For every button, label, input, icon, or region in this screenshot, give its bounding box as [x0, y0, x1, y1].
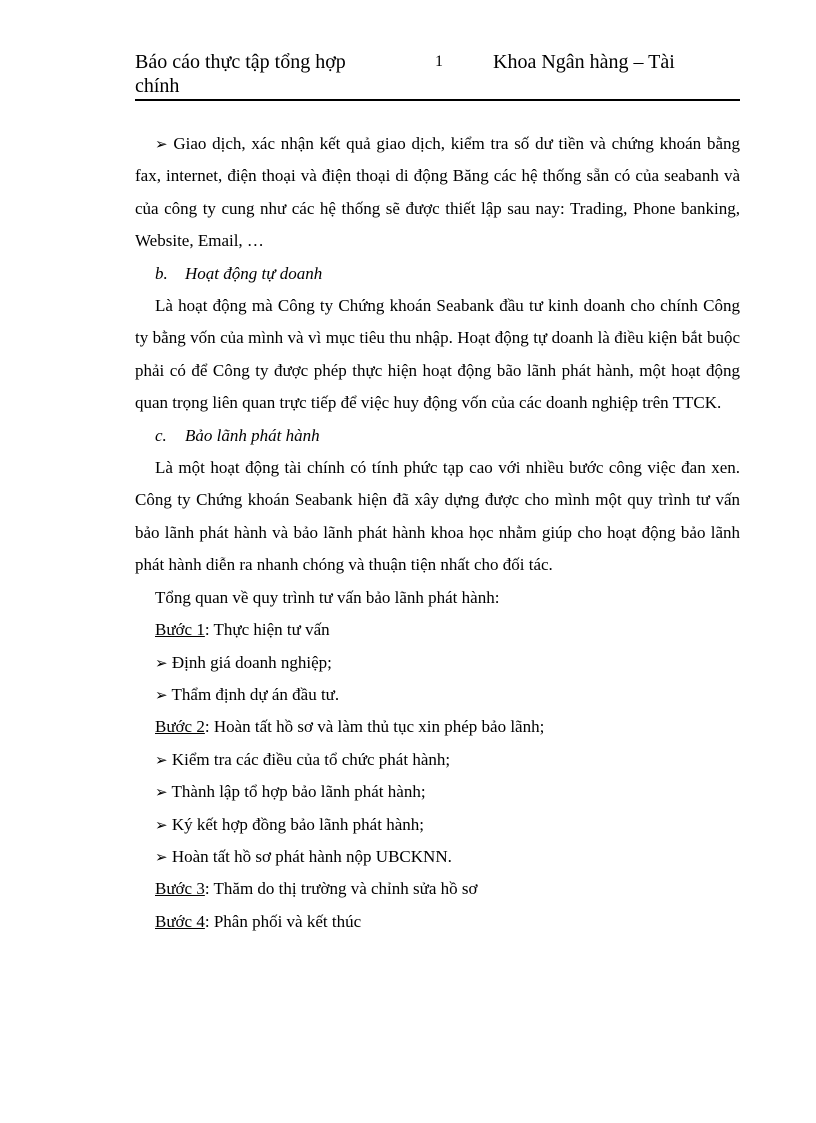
step-label: Bước 2	[155, 717, 205, 737]
heading-self-trading	[135, 258, 740, 290]
step-4	[135, 906, 740, 938]
list-item-text: Thành lập tổ hợp bảo lãnh phát hành;	[171, 782, 426, 802]
page-header	[135, 50, 740, 100]
header-rule	[135, 99, 740, 101]
heading-label: b.	[155, 263, 168, 283]
step-1	[135, 614, 740, 646]
header-report-title: Báo cáo thực tập tổng hợp chính	[135, 51, 346, 97]
heading-text: Bảo lãnh phát hành	[185, 425, 320, 445]
list-item	[135, 679, 740, 711]
list-item	[135, 647, 740, 679]
paragraph-process-overview: Tổng quan về quy trình tư vấn bảo lãnh phát hành:	[155, 587, 500, 607]
heading-underwriting	[135, 420, 740, 452]
step-text: : Thăm do thị trường và chỉnh sửa hồ sơ	[204, 879, 478, 899]
page-number: 1	[435, 53, 443, 70]
paragraph-self-trading: Là hoạt động mà Công ty Chứng khoán Seabank đầu tư kinh doanh cho chính Công ty bằng vốn của mình và vì mục tiêu thu nhập. Hoạt động tự doanh là điều kiện bắt buộc phải có để Công ty được phép thực hiện hoạt động bão lãnh phát hành, một hoạt động quan trọng liên quan trực tiếp để việc huy động vốn của các doanh nghiệp trên TTCK.	[135, 296, 740, 413]
step-2	[135, 711, 740, 743]
paragraph-underwriting: Là một hoạt động tài chính có tính phức tạp cao với nhiều bước công việc đan xen. Công ty Chứng khoán Seabank hiện đã xây dựng được cho mình một quy trình tư vấn bảo lãnh phát hành và bảo lãnh phát hành khoa học nhằm giúp cho hoạt động bảo lãnh phát hành diễn ra nhanh chóng và thuận tiện nhất cho đối tác.	[135, 458, 740, 575]
step-label: Bước 1	[155, 620, 205, 640]
arrow-bullet-icon: ➢	[155, 783, 168, 802]
step-text: : Phân phối và kết thúc	[204, 911, 362, 931]
arrow-bullet-icon: ➢	[155, 750, 168, 769]
arrow-bullet-icon: ➢	[155, 815, 168, 834]
document-body	[135, 128, 740, 938]
step-label: Bước 4	[155, 911, 205, 931]
list-item-text: Định giá doanh nghiệp;	[171, 652, 332, 672]
arrow-bullet-icon: ➢	[155, 847, 168, 866]
list-item-text: Thẩm định dự án đầu tư.	[171, 684, 340, 704]
arrow-bullet-icon: ➢	[155, 685, 168, 704]
header-faculty-title: Khoa Ngân hàng – Tài	[493, 51, 675, 73]
arrow-bullet-icon: ➢	[155, 653, 168, 672]
list-item-text: Kiểm tra các điều của tổ chức phát hành;	[171, 749, 451, 769]
arrow-bullet-icon: ➢	[155, 135, 168, 153]
list-item-text: Ký kết hợp đồng bảo lãnh phát hành;	[171, 814, 424, 834]
list-item	[135, 809, 740, 841]
list-item	[135, 744, 740, 776]
step-text: : Hoàn tất hồ sơ và làm thủ tục xin phép bảo lãnh;	[204, 717, 545, 737]
paragraph-transactions	[135, 128, 740, 258]
step-3	[135, 873, 740, 905]
heading-text: Hoạt động tự doanh	[185, 263, 323, 283]
heading-label: c.	[155, 425, 167, 445]
list-item	[135, 776, 740, 808]
list-item	[135, 841, 740, 873]
step-label: Bước 3	[155, 879, 205, 899]
step-text: : Thực hiện tư vấn	[204, 620, 330, 640]
paragraph-text: Giao dịch, xác nhận kết quả giao dịch, kiểm tra số dư tiền và chứng khoán bằng fax, internet, điện thoại và điện thoại di động Băng các hệ thống sẵn có của seabanh và của công ty cung như các hệ thống sẽ được thiết lập sau nay: Trading, Phone banking, Website, Email, …	[135, 134, 740, 251]
list-item-text: Hoàn tất hồ sơ phát hành nộp UBCKNN.	[171, 846, 452, 866]
